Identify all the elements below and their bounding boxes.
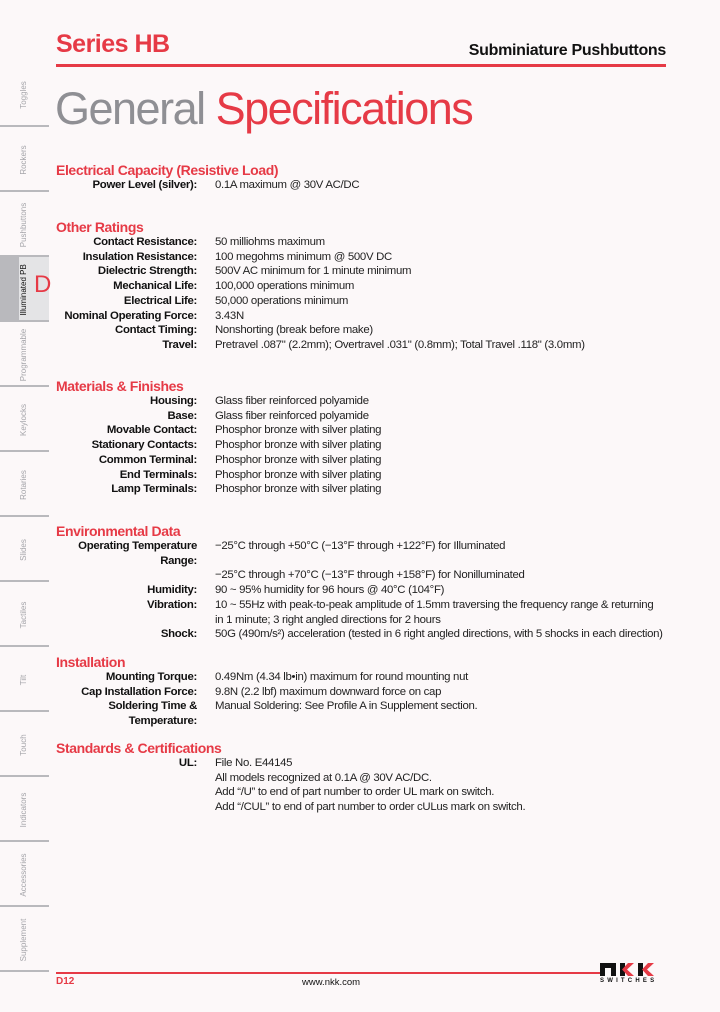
side-tab-label: Keylocks xyxy=(19,404,28,437)
spec-label: Base: xyxy=(167,409,197,422)
tab-divider xyxy=(0,970,49,972)
spec-label: Vibration: xyxy=(147,598,197,611)
side-tab-tactiles[interactable] xyxy=(0,582,49,647)
side-tab-programmable[interactable] xyxy=(0,322,49,387)
section-title: Installation xyxy=(56,654,126,670)
spec-row xyxy=(56,264,585,279)
spec-value: Add “/U” to end of part number to order UL mark on switch. xyxy=(215,786,495,799)
side-tab-label: Tactiles xyxy=(19,601,28,629)
spec-label: Electrical Life: xyxy=(123,294,197,307)
spec-row xyxy=(56,482,381,497)
spec-label: Humidity: xyxy=(147,584,197,597)
spec-row xyxy=(56,309,585,324)
logo-subtext: SWITCHES xyxy=(600,978,658,984)
spec-value: Phosphor bronze with silver plating xyxy=(215,453,382,466)
side-tab-slides[interactable] xyxy=(0,517,49,582)
side-tab-supplement[interactable] xyxy=(0,907,49,972)
side-tab-label: Rotaries xyxy=(19,470,28,500)
spec-rows xyxy=(56,756,525,815)
spec-label xyxy=(56,568,215,583)
spec-label: Housing: xyxy=(150,395,197,407)
spec-rows xyxy=(56,235,585,353)
spec-rows xyxy=(56,178,359,193)
spec-rows xyxy=(56,394,381,497)
spec-label: Soldering Time & Temperature: xyxy=(108,700,197,728)
spec-label: Nominal Operating Force: xyxy=(64,309,197,322)
spec-label: Common Terminal: xyxy=(98,453,197,466)
footer-divider xyxy=(56,972,601,974)
spec-row xyxy=(56,627,663,642)
side-tab-label: Programmable xyxy=(19,328,28,382)
section-materials-finishes xyxy=(56,378,381,497)
side-tab-keylocks[interactable] xyxy=(0,387,49,452)
spec-row xyxy=(56,250,585,265)
spec-value: Manual Soldering: See Profile A in Supplement section. xyxy=(215,700,478,713)
section-title: Environmental Data xyxy=(56,523,181,539)
section-environmental-data xyxy=(56,523,663,642)
spec-row xyxy=(56,568,663,583)
spec-row xyxy=(56,685,477,700)
spec-row xyxy=(56,235,585,250)
spec-value: All models recognized at 0.1A @ 30V AC/DC. xyxy=(215,771,432,784)
spec-label: Dielectric Strength: xyxy=(97,265,197,278)
spec-row xyxy=(56,453,381,468)
side-tab-tilt[interactable] xyxy=(0,647,49,712)
side-tab-pushbuttons[interactable] xyxy=(0,192,49,257)
side-tab-touch[interactable] xyxy=(0,712,49,777)
spec-rows xyxy=(56,539,663,642)
side-tab-label: Rockers xyxy=(19,145,28,175)
section-letter: D xyxy=(34,271,52,298)
spec-label: Travel: xyxy=(162,338,197,351)
side-tab-label: Touch xyxy=(19,734,28,756)
spec-value: Pretravel .087" (2.2mm); Overtravel .031" (0.8mm); Total Travel .118" (3.0mm) xyxy=(215,338,585,351)
side-tab-rockers[interactable] xyxy=(0,127,49,192)
spec-row xyxy=(56,785,525,800)
spec-value: Phosphor bronze with silver plating xyxy=(215,468,382,481)
spec-value: 0.1A maximum @ 30V AC/DC xyxy=(215,179,360,191)
website-link[interactable]: www.nkk.com xyxy=(302,977,361,988)
spec-value: −25°C through +50°C (−13°F through +122°F) for Illuminated xyxy=(215,540,506,552)
spec-rows xyxy=(56,670,477,729)
section-installation xyxy=(56,654,477,729)
spec-row xyxy=(56,670,477,685)
product-category: Subminiature Pushbuttons xyxy=(468,42,666,59)
section-title: Electrical Capacity (Resistive Load) xyxy=(56,162,279,178)
spec-value: Glass fiber reinforced polyamide xyxy=(215,409,369,422)
spec-row xyxy=(56,800,525,815)
nkk-logo xyxy=(600,960,664,984)
spec-value: 0.49Nm (4.34 lb•in) maximum for round mounting nut xyxy=(215,671,468,683)
spec-label xyxy=(56,800,215,815)
spec-value: 500V AC minimum for 1 minute minimum xyxy=(215,265,412,278)
spec-value: 9.8N (2.2 lbf) maximum downward force on cap xyxy=(215,685,442,698)
spec-label: Cap Installation Force: xyxy=(81,685,197,698)
spec-row xyxy=(56,756,525,771)
spec-value: File No. E44145 xyxy=(215,757,293,769)
spec-label: Shock: xyxy=(160,628,197,641)
spec-value: 10 ~ 55Hz with peak-to-peak amplitude of 1.5mm traversing the frequency range & returning xyxy=(215,598,654,611)
spec-value: 3.43N xyxy=(215,309,244,322)
nkk-logo-mark-icon xyxy=(600,960,664,976)
spec-value: Phosphor bronze with silver plating xyxy=(215,483,382,496)
spec-value: Phosphor bronze with silver plating xyxy=(215,439,382,452)
spec-value: 50,000 operations minimum xyxy=(215,294,349,307)
spec-value: 50G (490m/s²) acceleration (tested in 6 right angled directions, with 5 shocks in each direction) xyxy=(215,628,663,641)
spec-label: UL: xyxy=(178,757,197,769)
spec-row xyxy=(56,468,381,483)
spec-row xyxy=(56,438,381,453)
page-number: D12 xyxy=(56,976,75,987)
spec-label xyxy=(56,771,215,786)
spec-row xyxy=(56,323,585,338)
section-standards-certifications xyxy=(56,740,525,815)
series-name: Series HB xyxy=(56,30,170,58)
side-tab-label: Slides xyxy=(19,539,28,561)
page-title-general: General xyxy=(55,83,205,134)
spec-label xyxy=(56,785,215,800)
spec-value: 50 milliohms maximum xyxy=(215,236,325,248)
side-tab-label: Indicators xyxy=(19,792,28,828)
spec-value: Add “/CUL” to end of part number to order cULus mark on switch. xyxy=(215,801,526,814)
spec-row xyxy=(56,699,477,728)
spec-label: Stationary Contacts: xyxy=(91,439,197,452)
spec-value: in 1 minute; 3 right angled directions for 2 hours xyxy=(215,613,441,626)
spec-label: Mechanical Life: xyxy=(113,280,197,293)
section-title: Materials & Finishes xyxy=(56,378,184,394)
spec-label: Contact Resistance: xyxy=(93,236,197,248)
spec-row xyxy=(56,423,381,438)
side-tab-label: Accessories xyxy=(19,853,28,897)
spec-row xyxy=(56,583,663,598)
section-title: Other Ratings xyxy=(56,219,144,235)
spec-label: Contact Timing: xyxy=(115,324,197,337)
spec-value: Phosphor bronze with silver plating xyxy=(215,424,382,437)
spec-label: Lamp Terminals: xyxy=(111,483,197,496)
spec-value: Nonshorting (break before make) xyxy=(215,324,373,337)
spec-label: Operating Temperature Range: xyxy=(78,540,197,567)
spec-label: Mounting Torque: xyxy=(105,671,197,683)
spec-row xyxy=(56,294,585,309)
page-title xyxy=(55,83,473,134)
spec-value: Glass fiber reinforced polyamide xyxy=(215,395,369,407)
side-tab-rotaries[interactable] xyxy=(0,452,49,517)
active-tab-indicator xyxy=(0,257,19,322)
section-electrical-capacity xyxy=(56,162,359,193)
side-tab-indicators[interactable] xyxy=(0,777,49,842)
spec-row xyxy=(56,613,663,628)
spec-row xyxy=(56,771,525,786)
spec-label: End Terminals: xyxy=(119,468,197,481)
spec-label: Insulation Resistance: xyxy=(82,250,197,263)
side-tab-accessories[interactable] xyxy=(0,842,49,907)
side-tab-illuminated-pb[interactable] xyxy=(0,257,52,322)
side-tab-toggles[interactable] xyxy=(0,62,49,127)
spec-row xyxy=(56,178,359,193)
spec-row xyxy=(56,338,585,353)
page-title-specifications: Specifications xyxy=(215,83,473,134)
spec-row xyxy=(56,394,381,409)
spec-row xyxy=(56,598,663,613)
header-divider xyxy=(56,64,666,67)
spec-row xyxy=(56,539,663,568)
side-tab-label: Supplement xyxy=(19,918,28,962)
side-tab-label: Tilt xyxy=(19,674,28,686)
spec-row xyxy=(56,409,381,424)
spec-label: Movable Contact: xyxy=(106,424,197,437)
spec-row xyxy=(56,279,585,294)
spec-label xyxy=(56,613,215,628)
side-tab-label: Illuminated PB xyxy=(19,264,28,316)
spec-label: Power Level (silver): xyxy=(92,179,197,191)
side-tab-label: Pushbuttons xyxy=(19,202,28,248)
section-other-ratings xyxy=(56,219,585,353)
spec-value: 90 ~ 95% humidity for 96 hours @ 40°C (104°F) xyxy=(215,584,445,597)
side-tab-label: Toggles xyxy=(19,81,28,109)
spec-value: 100,000 operations minimum xyxy=(215,280,355,293)
spec-value: −25°C through +70°C (−13°F through +158°F) for Nonilluminated xyxy=(215,569,525,582)
spec-value: 100 megohms minimum @ 500V DC xyxy=(215,250,392,263)
section-title: Standards & Certifications xyxy=(56,740,222,756)
